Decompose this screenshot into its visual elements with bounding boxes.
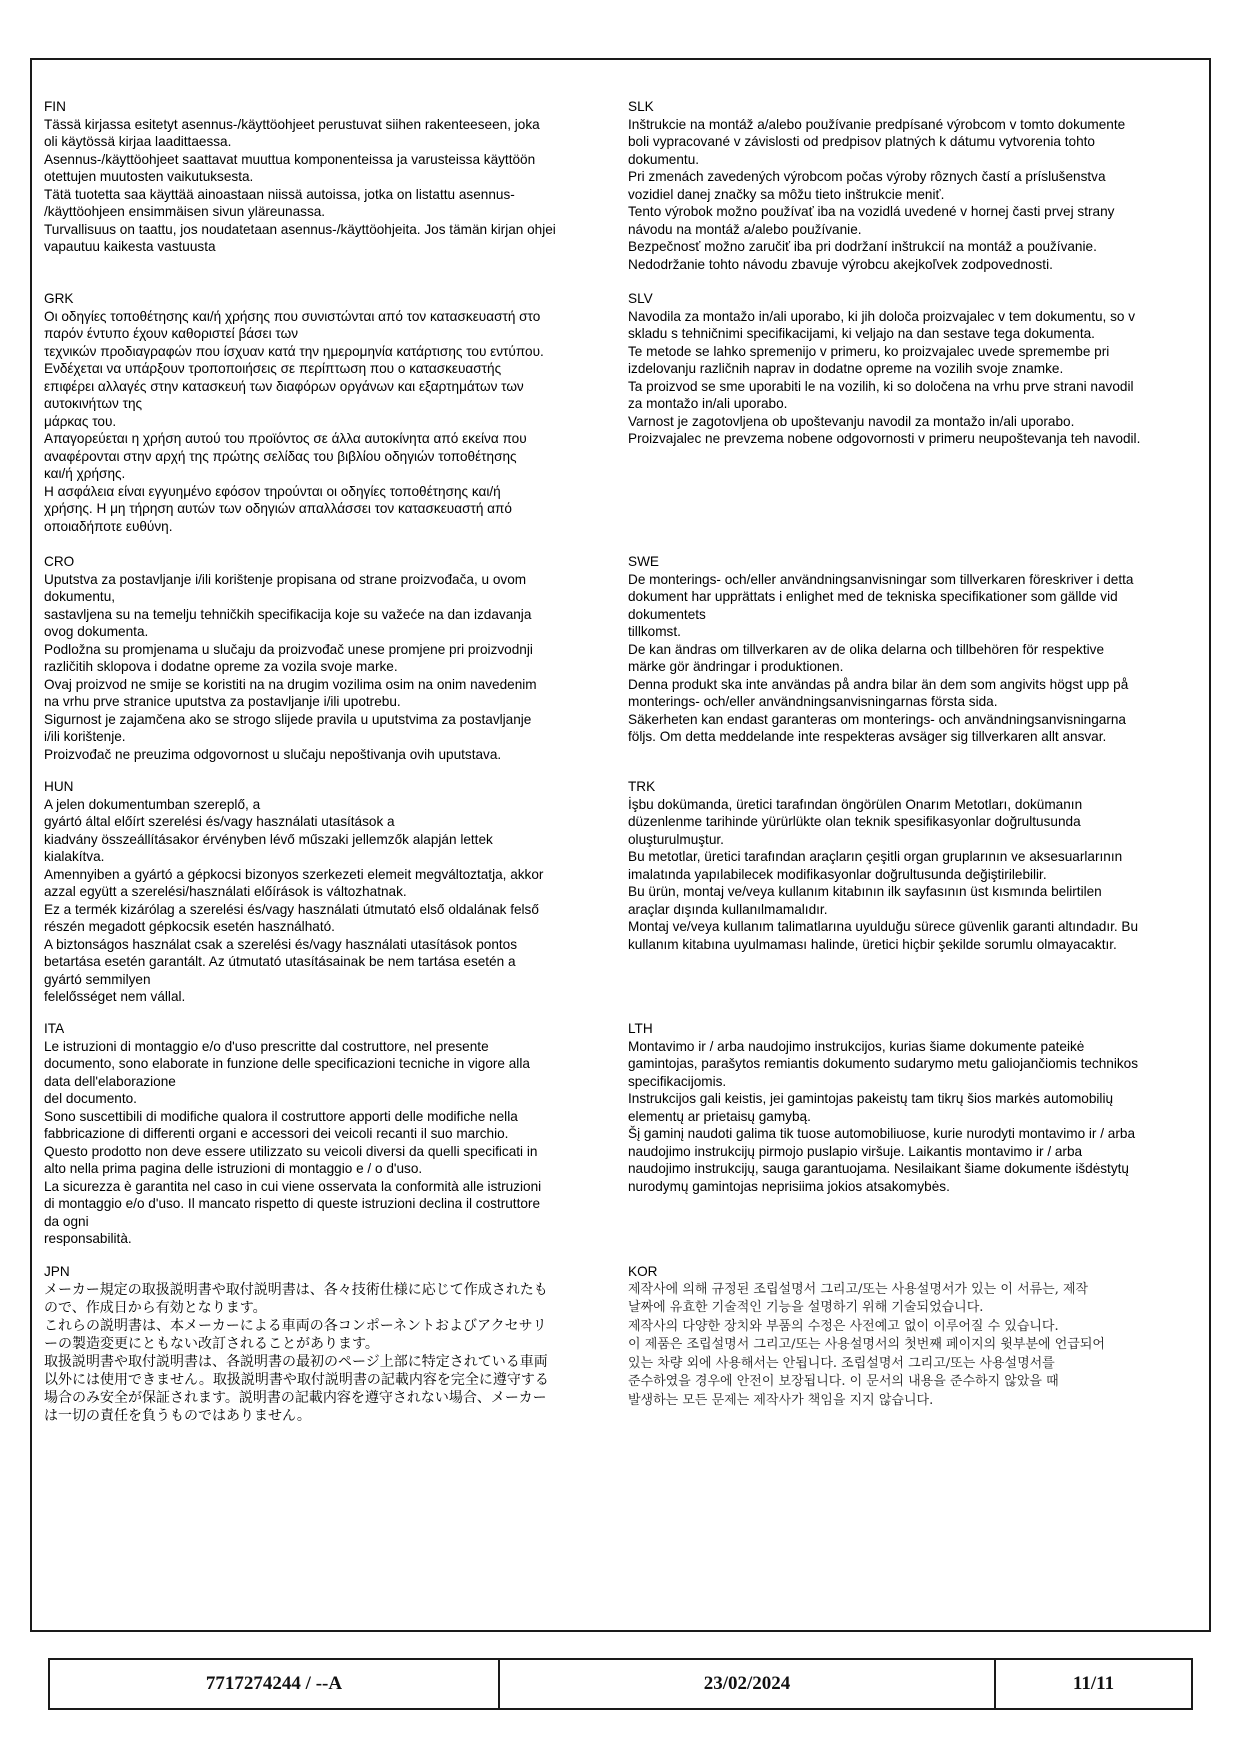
section-text: De monterings- och/eller användningsanvisningar som tillverkaren föreskriver i detta dokument har upprättats i enlighet med de tekniska specifikationer som gällde vid dokumentets tillkomst. De kan ändras om tillverkaren av de olika delarna och tillbehören för respektive märke gör ändringar i produktionen. Denna produkt ska inte användas på andra bilar än dem som angivits högst upp på monterings- och/eller användningsanvisningarnas första sida. Säkerheten kan endast garanteras om monterings- och användningsanvisningarna följs. Om detta meddelande inte respekteras avsäger sig tillverkaren allt ansvar. <box>628 571 1134 744</box>
section-kor <box>628 1263 1202 1410</box>
section-ita <box>44 1020 618 1248</box>
language-code: GRK <box>44 291 74 306</box>
section-text: İşbu dokümanda, üretici tarafından öngörülen Onarım Metotları, dokümanın düzenlenme tarihinde yürürlükte olan teknik spesifikasyonlar doğrultusunda oluşturulmuştur. Bu metotlar, üretici tarafından araçların çeşitli organ gruplarının ve aksesuarlarının imalatında yapılabilecek modifikasyonlar doğrultusunda değiştirilebilir. Bu ürün, montaj ve/veya kullanım kitabının ilk sayfasının üst kısmında belirtilen araçlar dışında kullanılmamalıdır. Montaj ve/veya kullanım talimatlarına uyulduğu sürece güvenlik garanti altındadır. Bu kullanım kitabına uyulmaması halinde, üretici hiçbir şekilde sorumlu olmayacaktır. <box>628 796 1139 952</box>
language-code: SLK <box>628 99 654 114</box>
language-code: CRO <box>44 554 75 569</box>
language-code: SLV <box>628 291 653 306</box>
language-code: KOR <box>628 1264 658 1279</box>
language-code: TRK <box>628 779 656 794</box>
language-code: JPN <box>44 1264 70 1279</box>
section-text: 제작사에 의해 규정된 조립설명서 그리고/또는 사용설명서가 있는 이 서류는, 제작 날짜에 유효한 기술적인 기능을 설명하기 위해 기술되었습니다. 제작사의 다양한 장치와 부품의 수정은 사전예고 없이 이루어질 수 있습니다. 이 제품은 조립설명서 그리고/또는 사용설명서의 첫번째 페이지의 윗부분에 언급되어 있는 차량 외에 사용해서는 안됩니다. 조립설명서 그리고/또는 사용설명서를 준수하였을 경우에 안전이 보장됩니다. 이 문서의 내용을 준수하지 않았을 때 발생하는 모든 문제는 제작사가 책임을 지지 않습니다. <box>628 1281 1105 1408</box>
page-number: 11/11 <box>1072 1673 1115 1694</box>
section-jpn <box>44 1263 618 1425</box>
footer-table <box>48 1658 1193 1710</box>
section-hun <box>44 778 618 1006</box>
section-text: Tässä kirjassa esitetyt asennus-/käyttöohjeet perustuvat siihen rakenteeseen, joka oli käytössä kirjaa laadittaessa. Asennus-/käyttöohjeet saattavat muuttua komponenteissa ja varusteissa käyttöön otettujen muutosten vaikutuksesta. Tätä tuotetta saa käyttää ainoastaan niissä autoissa, jotka on listattu asennus- /käyttöohjeen ensimmäisen sivun yläreunassa. Turvallisuus on taattu, jos noudatetaan asennus-/käyttöohjeita. Jos tämän kirjan ohjei vapautuu kaikesta vastuusta <box>44 116 556 254</box>
section-text: Οι οδηγίες τοποθέτησης και/ή χρήσης που συνιστώνται από τον κατασκευαστή στο παρόν έντυπο έχουν καθοριστεί βάσει των τεχνικών προδιαγραφών που ίσχυαν κατά την ημερομηνία κατάρτισης του εντύπου. Ενδέχεται να υπάρξουν τροποποιήσεις σε περίπτωση που ο κατασκευαστής επιφέρει αλλαγές στην κατασκευή των διαφόρων οργάνων και εξαρτημάτων των αυτοκινήτων της μάρκας του. Απαγορεύεται η χρήση αυτού του προϊόντος σε άλλα αυτοκίνητα από εκείνα που αναφέρονται στην αρχή της πρώτης σελίδας του βιβλίου οδηγιών τοποθέτησης και/ή χρήσης. Η ασφάλεια είναι εγγυημένο εφόσον τηρούνται οι οδηγίες τοποθέτησης και/ή χρήσης. Η μη τήρηση αυτών των οδηγιών απαλλάσσει τον κατασκευαστή από οποιαδήποτε ευθύνη. <box>44 308 544 534</box>
section-text: A jelen dokumentumban szereplő, a gyártó által előírt szerelési és/vagy használati utasítások a kiadvány összeállításakor érvényben lévő műszaki jellemzők alapján lettek kialakítva. Amennyiben a gyártó a gépkocsi bizonyos szerkezeti elemeit megváltoztatja, akkor azzal együtt a szerelési/használati előírások is változhatnak. Ez a termék kizárólag a szerelési és/vagy használati útmutató első oldalának felső részén megadott gépkocsik esetén használható. A biztonságos használat csak a szerelési és/vagy használati utasítások pontos betartása esetén garantált. Az útmutató utasításainak be nem tartása esetén a gyártó semmilyen felelősséget nem vállal. <box>44 796 544 1004</box>
section-text: Le istruzioni di montaggio e/o d'uso prescritte dal costruttore, nel presente documento, sono elaborate in funzione delle specificazioni tecniche in vigore alla data dell'elaborazione del documento. Sono suscettibili di modifiche qualora il costruttore apporti delle modifiche nella fabbricazione di differenti organi e accessori dei veicoli recanti il suo marchio. Questo prodotto non deve essere utilizzato su veicoli diversi da quelli specificati in alto nella prima pagina delle istruzioni di montaggio e / o d'uso. La sicurezza è garantita nel caso in cui viene osservata la conformità alle istruzioni di montaggio e/o d'uso. Il mancato rispetto di queste istruzioni declina il costruttore da ogni responsabilità. <box>44 1038 542 1246</box>
section-text: Inštrukcie na montáž a/alebo používanie predpísané výrobcom v tomto dokumente boli vypracované v závislosti od predpisov platných k dátumu vytvorenia tohto dokumentu. Pri zmenách zavedených výrobcom počas výroby rôznych častí a príslušenstva vozidiel danej značky sa môžu tieto inštrukcie meniť. Tento výrobok možno používať iba na vozidlá uvedené v hornej časti prvej strany návodu na montáž a/alebo používanie. Bezpečnosť možno zaručiť iba pri dodržaní inštrukcií na montáž a používanie. Nedodržanie tohto návodu zbavuje výrobcu akejkoľvek zodpovednosti. <box>628 116 1126 272</box>
language-code: ITA <box>44 1021 65 1036</box>
language-code: SWE <box>628 554 659 569</box>
section-swe <box>628 553 1202 746</box>
section-slv <box>628 290 1202 448</box>
section-text: Montavimo ir / arba naudojimo instrukcijos, kurias šiame dokumente pateikė gamintojas, parašytos remiantis dokumento sudarymo metu galiojančiomis technikos specifikacijomis. Instrukcijos gali keistis, jei gamintojas pakeistų tam tikrų šios markės automobilių elementų ar prietaisų gamybą. Šį gaminį naudoti galima tik tuose automobiliuose, kurie nurodyti montavimo ir / arba naudojimo instrukcijų pirmojo puslapio viršuje. Laikantis montavimo ir / arba naudojimo instrukcijų, sauga garantuojama. Nesilaikant šiame dokumente išdėstytų nurodymų gamintojas neprisiima jokios atsakomybės. <box>628 1038 1139 1194</box>
section-lth <box>628 1020 1202 1195</box>
language-code: FIN <box>44 99 66 114</box>
section-text: メーカー規定の取扱説明書や取付説明書は、各々技術仕様に応じて作成されたも ので、作成日から有効となります。 これらの説明書は、本メーカーによる車両の各コンポーネントおよびアクセサリ ーの製造変更にともない改訂されることがあります。 取扱説明書や取付説明書は、各説明書の最初のページ上部に特定されている車両 以外には使用できません。取扱説明書や取付説明書の記載内容を完全に遵守する 場合のみ安全が保証されます。説明書の記載内容を遵守されない場合、メーカー は一切の責任を負うものではありません。 <box>44 1281 549 1424</box>
section-fin <box>44 98 618 256</box>
section-text: Navodila za montažo in/ali uporabo, ki jih določa proizvajalec v tem dokumentu, so v skladu s tehničnimi specifikacijami, ki veljajo na dan sestave tega dokumenta. Te metode se lahko spremenijo v primeru, ko proizvajalec uvede spremembe pri izdelovanju različnih naprav in dodatne opreme na vozilih svoje znamke. Ta proizvod se sme uporabiti le na vozilih, ki so določena na vrhu prve strani navodil za montažo in/ali uporabo. Varnost je zagotovljena ob upoštevanju navodil za montažo in/ali uporabo. Proizvajalec ne prevzema nobene odgovornosti v primeru neupoštevanja teh navodil. <box>628 308 1141 446</box>
language-code: LTH <box>628 1021 653 1036</box>
language-code: HUN <box>44 779 74 794</box>
section-grk <box>44 290 618 535</box>
section-slk <box>628 98 1202 273</box>
section-text: Uputstva za postavljanje i/ili korištenje propisana od strane proizvođača, u ovom dokumentu, sastavljena su na temelju tehničkih specifikacija koje su važeće na dan izdavanja ovog dokumenta. Podložna su promjenama u slučaju da proizvođač unese promjene pri proizvodnji različitih sklopova i dodatne opreme za vozila svoje marke. Ovaj proizvod ne smije se koristiti na na drugim vozilima osim na onim navedenim na vrhu prve stranice uputstva za postavljanje i/ili upotrebu. Sigurnost je zajamčena ako se strogo slijede pravila u uputstvima za postavljanje i/ili korištenje. Proizvođač ne preuzima odgovornost u slučaju nepoštivanja ovih uputstava. <box>44 571 537 762</box>
document-date: 23/02/2024 <box>500 1660 996 1708</box>
document-number: 7717274244 / --A <box>50 1660 500 1708</box>
section-trk <box>628 778 1202 953</box>
section-cro <box>44 553 618 763</box>
